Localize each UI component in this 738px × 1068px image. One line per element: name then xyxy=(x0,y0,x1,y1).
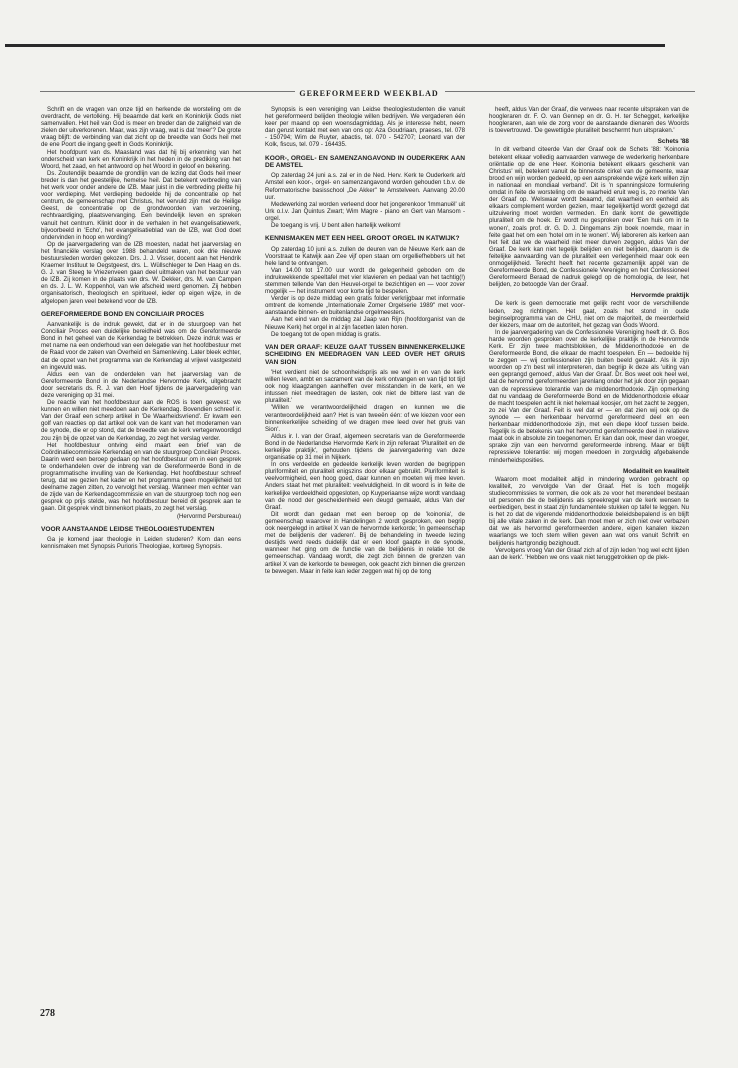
section-subheading: Schets '88 xyxy=(657,138,689,146)
paragraph: Het hoofdbestuur ontving eind maart een brief van de Coördinatiecommissie Kerkendag en van de stuurgroep Conciliair Proces. Daarin werd een beroep gedaan op het hoofdbestuur om in een gesprek te onderhandelen over de inbreng van de Gereformeerde Bond in de programmatische invulling van de Kerkendag. Het hoofdbestuur schreef terug, dat we gezien het kader en het programma geen mogelijkheid tot deelname zagen zitten, zo vervolgt het verslag. Wanneer men echter van de zijde van de Kerkendagcommissie en van de stuurgroep toch nog een gesprek op prijs stelde, was het hoofdbestuur bereid dit gesprek aan te gaan. Dit gesprek vindt binnenkort plaats, zo zegt het verslag. xyxy=(41,441,241,513)
article-heading: VAN DER GRAAF: KEUZE GAAT TUSSEN BINNENKERKELIJKE SCHEIDING EN MEEDRAGEN VAN LEED OVER HET GRUIS VAN SION xyxy=(265,343,465,366)
paragraph: Waarom moet modaliteit altijd in mindering worden gebracht op kwaliteit, zo vervolgde Van der Graaf. Het is toch mogelijk studiecommissies te vormen, die ook als ze voor het merendeel bestaan uit personen die de belijdenis als spreekregel van de kerk wensen te eerbiedigen, best in staat zijn fundamentele stukken op tafel te leggen. Nu is het zo dat de vigerende middenorthodoxie beleidsbepalend is en blijft bij alle vitale zaken in de kerk. Dan moet men er zich niet over verbazen dat we als hervormd gereformeerden andere, eigen kanalen kiezen waarlangs we toch stem willen geven aan wat ons vanuit Schrift en belijdenis hartgrondig bezighoudt. xyxy=(489,475,689,547)
paragraph: 'Het verdient niet de schoonheidsprijs als we wel in en van de kerk willen leven, ambt en sacrament van de kerk ontvangen en van tijd tot tijd ook nog klaagzangen aanheffen over misstanden in de kerk, en we intussen niet meedragen de lasten, ook niet de bittere last van de pluraliteit.' xyxy=(265,368,465,405)
paragraph: Synopsis is een vereniging van Leidse theologiestudenten die vanuit het gereformeerd belijden theologie willen bedrijven. We vergaderen één keer per maand op een woensdagmiddag. Als je interesse hebt, neem dan gerust kontakt met een van ons op: Aza Goudriaan, praeses, tel. 078 - 150794; Wim de Ruyter, abactis, tel. 070 - 542707; Leonard van der Kolk, fiscus, tel. 079 - 164435. xyxy=(265,106,465,149)
paragraph: Het hoofdpunt van ds. Maasland was dat hij bij erkenning van het onderscheid van kerk en Koninkrijk in het heden in de prediking van het Woord, het zaad, en het antwoord op het Woord in geloof en bekering. xyxy=(41,148,241,170)
paragraph: De kerk is geen democratie met gelijk recht voor de verschillende leden, zeg richtingen. Het gaat, zoals het stond in oude beginselprogramma van de CHU, niet om de majoriteit, de meerderheid der kiezers, maar om de autoriteit, het gezag van Gods Woord. xyxy=(489,300,689,329)
paragraph: De reactie van het hoofdbestuur aan de ROS is toen geweest: we kunnen en willen niet meedoen aan de Kerkendag. Bovendien schreef ir. Van der Graaf een scherp artikel in 'De Waarheidsvriend'. Er kwam een golf van reacties op dat artikel ook van de kant van het moderamen van de synode, die er op stond, dat de breedte van de kerk vertegenwoordigd zou zijn bij de opzet van de Kerkendag, zo zegt het verslag verder. xyxy=(41,399,241,442)
paragraph: Op zaterdag 24 juni a.s. zal er in de Ned. Herv. Kerk te Ouderkerk a/d Amstel een koor-, orgel- en samenzangavond worden gehouden t.b.v. de Reformatorische basisschool „De Akker" te Amstelveen. Aanvang 20.00 uur. xyxy=(265,172,465,201)
paragraph: Ds. Zoutendijk beaamde de grondlijn van de lezing dat Gods heil meer breder is dan het geestelijke, hemelse heil. Dat betekent verbreding van het werk voor onder andere de IZB. Maar juist in die verbreding pleitte hij voor verdieping. Met verdieping bedoelde hij de concentratie op het centrum, de gemeenschap met Christus, het vervuld zijn met de Heilige Geest, de concentratie op de grondwoorden van verzoening, rechtvaardiging, plaatsvervanging. Een bevindelijk leven en spreken vanuit het centrum. Klinkt door in de verhalen in het evangelisatiewerk, bijvoorbeeld in 'Echo', het evangelisatieblad van de IZB, wat God doet ondervinden in hoop en wording? xyxy=(41,169,241,241)
paragraph: In de jaarvergadering van de Confessionele Vereniging heeft dr. G. Bos harde woorden gesproken over de kerkelijke praktijk in de Hervormde Kerk. Er zijn twee machtsblokken, de Middenorthodoxie en de Gereformeerde Bond, die elkaar de macht toespelen. En — bedoelde hij te zeggen — wij confessionelen zijn buiten beeld geraakt. Als ik zijn woorden op z'n best wil interpreteren, dan begrijp ik deze als 'uiting van een geprangd gemoed', aldus Van der Graaf. Dr. Bos weet ook heel wel, dat de hervormd gereformeerden jarenlang onder het juk door zijn gegaan van de repressieve tolerantie van de middenorthodoxie. Zijn opmerking dat nu vandaag de Gereformeerde Bond en de Middenorthodoxie elkaar de macht toespelen acht ik niet helemaal koosjer, om het zacht te zeggen, zo zei Van der Graaf. Feit is wel dat er — en dat zien wij ook op de synode — een herkenbaar hervormd gereformeerd deel en een herkenbaar middenorthodoxie zijn, met een diepe kloof tussen beide. Tegelijk is de betekenis van het hervormd gereformeerde deel in relatieve maat ook in absolute zin toegenomen. Er kan dan ook, meer dan vroeger, sprake zijn van een hervormd gereformeerde inbreng. Maar er blijft repressieve tolerantie: wij mogen meedoen in zorgvuldig afgebakende minderheidsposities. xyxy=(489,328,689,464)
paragraph: Aanvankelijk is de indruk gewekt, dat er in de stuurgoep van het Conciliair Proces een duidelijke bereidheid was om de Gereformeerde Bond in het geheel van de Kerkendag te betrekken. Deze indruk was er met name na een onderhoud van een delegatie van het hoofdbestuur met de Raad voor de zaken van Overheid en Samenleving. Later bleek echter, dat de opzet van het programma van de Kerkendag al vrijwel vastgesteld en ingevuld was. xyxy=(41,321,241,371)
paragraph: 'Willen we verantwoordelijkheid dragen en kunnen we die verantwoordelijkheid aan? Het is van tweeën één: of we kiezen voor een binnenkerkelijke scheiding of we dragen mee leed over het gruis van Sion'. xyxy=(265,404,465,433)
paragraph: Aan het eind van de middag zal Jaap van Rijn (hoofdorganist van de Nieuwe Kerk) het orgel in al zijn facetten laten horen. xyxy=(265,316,465,331)
paragraph: Op de jaarvergadering van de IZB moesten, nadat het jaarverslag en het financiële verslag over 1988 behandeld waren, ook drie nieuwe bestuursleden worden gekozen. Drs. J. J. Visser, docent aan het Hendrik Kraemer Instituut te Oegstgeest, drs. L. Wüllschleger te Den Haag en ds. G. J. van Steeg te Vriezenveen gaan deel uitmaken van het bestuur van de IZB. Zij komen in de plaats van drs. W. Dekker, drs. M. van Campen en ds. J. L. W. Koppenhol, van wie afscheid werd genomen. Zij hebben organisatorisch, theologisch en spiritueel, ieder op eigen wijze, in de afgelopen jaren veel betekend voor de IZB. xyxy=(41,240,241,305)
page-number: 278 xyxy=(40,1008,55,1019)
paragraph: In dit verband citeerde Van der Graaf ook de Schets '88: 'Koinonia betekent elkaar volledig aanvaarden vanwege de wederkerig herkenbare oriëntatie op de ene Heer. Koinonia betekent elkaars geschenk van Christus' wil, betekent vanuit de binnenste cirkel van de gemeente, waar brood en wijn worden gedeeld, op een aansprekende wijze kerk willen zijn in nationaal en mondiaal verband'. Dit is 'n spanningsloze formulering omdat in feite de worsteling om de waarheid eruit weg is, zo merkte Van der Graaf op. Welswaar wordt beaamd, dat waarheid en eenheid als elkaars complement worden gezien, maar tegelijkertijd wordt gezegd dat uitzuivering moet worden vermeden. En dank komt de gewettigde pluraliteit om de hoek. Er wordt nu gesproken over 'Een huis om in te wonen', zoals prof. dr. G. D. J. Dingemans zijn boek noemde, maar in feite gaat het om een 'hotel om in te wonen'. Wij laboreren als kerken aan het feit dat we de waarheid niet meer durven zeggen, aldus Van der Graaf. De kerk kan niet tegelijk belijden en niet belijden, daarom is de feitelijke aanvaarding van de pluraliteit een verlegenheid maar ook een onmogelijkheid. Terecht heeft het recente gezamenlijk appèl van de Gereformeerde Bond, de Confessionele Vereniging en het Confessioneel Gereformeerd Beraad de nadruk gelegd op de homologia, de leer, het belijden, zo betoogde Van der Graaf. xyxy=(489,146,689,289)
column-1 xyxy=(41,106,241,550)
column-3 xyxy=(489,106,689,561)
paragraph: De toegang is vrij. U bent allen hartelijk welkom! xyxy=(271,222,401,230)
paragraph: Ga je komend jaar theologie in Leiden studeren? Kom dan eens kennismaken met Synopsis Purioris Theologiae, kortweg Synopsis. xyxy=(41,536,241,551)
paragraph: Verder is op deze middag een gratis folder verkrijgbaar met informatie omtrent de komende „Internationale Zomer Orgelserie 1989" met voor-aanstaande binnen- en buitenlandse orgelmeesters. xyxy=(265,295,465,317)
paragraph: heeft, aldus Van der Graaf, die verwees naar recente uitspraken van de hoogleraren dr. F. O. van Gennep en dr. G. H. ter Schegget, kerkelijke hoogleraren, aan wie de zorg voor de aanstaande dienaren des Woords is toevertrouwd. 'De gewettigde pluraliteit beschermt hun uitspraken.' xyxy=(489,106,689,135)
paragraph: Dit wordt dan gedaan met een beroep op de 'koinonia', de gemeenschap waarover in Handelingen 2 wordt gesproken, een begrip ook neergelegd in artikel X van de hervormde kerkorde; 'in gemeenschap met de belijdenis der vaderen'. Bij de behandeling in tweede lezing destijds werd reeds duidelijk dat er een kloof gaapte in de synode, wanneer het ging om de functie van de belijdenis in relatie tot de gemeenschap. Vandaag wordt, die zegt zich binnen de grenzen van artikel X van de kerkorde te bewegen, ook geacht zich binnen die grenzen te bewegen. Maar in feite kan ieder zeggen wat hij op de tong xyxy=(265,510,465,575)
section-subheading: Hervormde praktijk xyxy=(630,292,689,300)
paragraph: Medewerking zal worden verleend door het jongerenkoor 'Immanuël' uit Urk o.l.v. Jan Quintus Zwart; Wim Magre - piano en Gert van Mansom - orgel. xyxy=(265,200,465,222)
source-credit: (Hervormd Persbureau) xyxy=(176,512,241,520)
paragraph: Aldus een van de onderdelen van het jaarverslag van de Gereformeerde Bond in de Nederlandse Hervormde Kerk, uitgebracht door secretaris ds. R. J. van den Hoef tijdens de jaarvergadering van deze vereniging op 31 mei. xyxy=(41,370,241,399)
section-subheading: Modaliteit en kwaliteit xyxy=(622,467,689,475)
paragraph: Vervolgens vroeg Van der Graaf zich af of zijn leden 'nog wel echt lijden aan de kerk'. 'Hebben we ons vaak niet teruggetrokken op de plek- xyxy=(489,546,689,561)
paragraph: Schrift en de vragen van onze tijd en herkende de worsteling om de overdracht, de vertolking. Hij beaamde dat kerk en Koninkrijk Gods niet samenvallen. Het heil van God is meer en breder dan de zaligheid van de zielen der uitverkorenen. Maar, was zijn vraag, wat is dat 'meer'? De grote vraag blijft: de verbinding van dat zicht op de breedte van Gods heil met de ene Poort die ingang geeft in Gods Koninkrijk. xyxy=(41,106,241,149)
paragraph: Op zaterdag 10 juni a.s. zullen de deuren van de Nieuwe Kerk aan de Voorstraat te Katwijk aan Zee vijf open staan om orgelliefhebbers uit het hele land te ontvangen. xyxy=(265,245,465,267)
paragraph: De toegang tot de open middag is gratis. xyxy=(271,330,381,338)
article-heading: VOOR AANSTAANDE LEIDSE THEOLOGIESTUDENTEN xyxy=(41,525,215,533)
article-heading: KENNISMAKEN MET EEN HEEL GROOT ORGEL IN KATWIJK? xyxy=(265,235,460,243)
paragraph: In ons verdeelde en gedeelde kerkelijk leven worden de begrippen pluriformiteit en pluraliteit enigszins door elkaar gebruikt. Pluriformiteit is veelvormigheid, een hoog goed, daar kunnen en moeten wij mee leven. Anders staat het met pluraliteit: veelvuldigheid. In dit woord is in feite de kerkelijke verdeeldheid opgesloten, op Kuyperiaanse wijze wordt vandaag van de nood der gescheidenheid een deugd gemaakt, aldus Van der Graaf. xyxy=(265,461,465,511)
paragraph: Aldus ir. I. van der Graaf, algemeen secretaris van de Gereformeerde Bond in de Nederlandse Hervormde Kerk in zijn referaat 'Pluraliteit en de kerkelijke praktijk', gehouden tijdens de jaarvergadering van deze organisatie op 31 mei in Nijkerk. xyxy=(265,432,465,462)
top-rule xyxy=(5,44,665,47)
column-2 xyxy=(265,106,465,575)
publication-title: GEREFORMEERD WEEKBLAD xyxy=(299,89,439,98)
article-heading: GEREFORMEERDE BOND EN CONCILIAIR PROCES xyxy=(41,310,205,318)
paragraph: Van 14.00 tot 17.00 uur wordt de gelegenheid geboden om de indrukwekkende speeltafel met vier klavieren en pedaal van het tachtig(!) stemmen tellende Van den Heuvel-orgel te bezichtigen en — voor zover mogelijk — het instrument voor korte tijd te bespelen. xyxy=(265,266,465,296)
article-heading: KOOR-, ORGEL- EN SAMENZANGAVOND IN OUDERKERK AAN DE AMSTEL xyxy=(265,154,465,169)
